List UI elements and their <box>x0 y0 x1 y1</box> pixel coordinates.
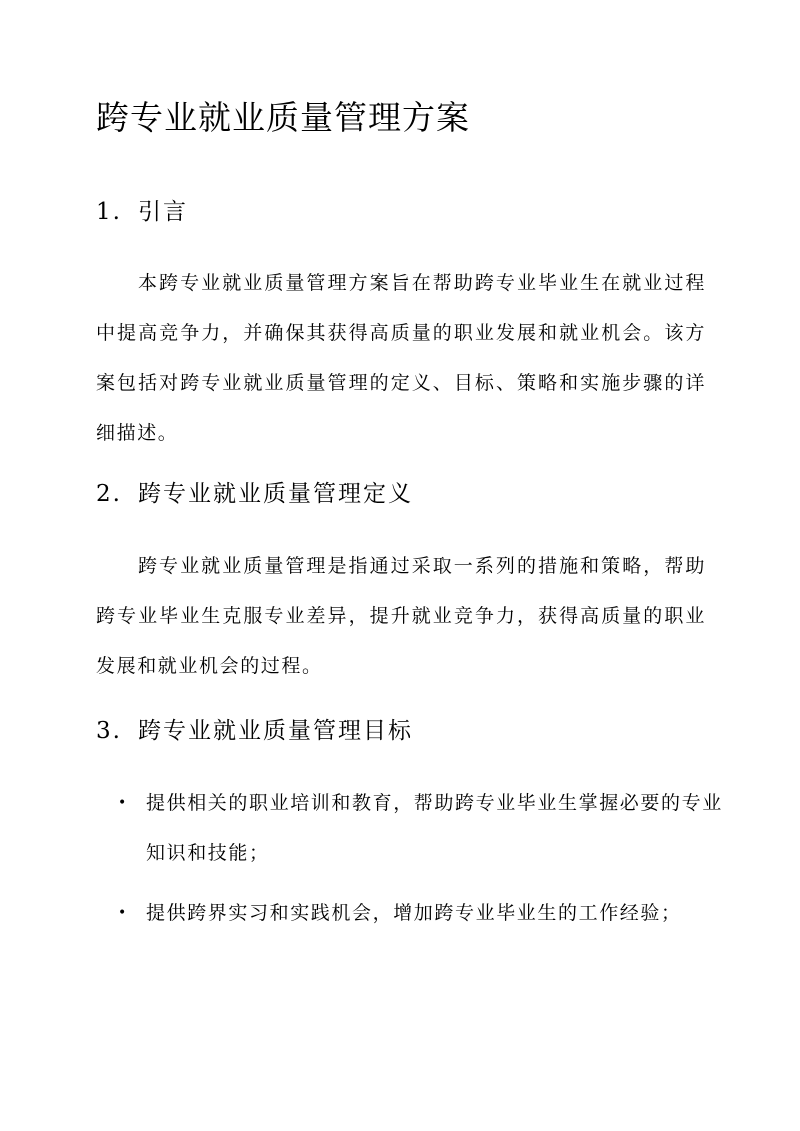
document-title: 跨专业就业质量管理方案 <box>96 98 470 137</box>
section-1-number: 1. <box>96 199 122 225</box>
section-3-heading <box>96 715 413 747</box>
section-3-title: 跨专业就业质量管理目标 <box>138 718 413 744</box>
section-2-heading <box>96 478 413 510</box>
section-3-number: 3. <box>96 718 122 744</box>
bullet-item-1 <box>118 778 726 878</box>
bullet-icon: • <box>118 795 128 811</box>
bullet-item-2 <box>118 888 726 938</box>
bullet-item-1-text: 提供相关的职业培训和教育，帮助跨专业毕业生掌握必要的专业知识和技能； <box>146 792 723 864</box>
section-2-paragraph: 跨专业就业质量管理是指通过采取一系列的措施和策略，帮助跨专业毕业生克服专业差异，提升就业竞争力，获得高质量的职业发展和就业机会的过程。 <box>96 555 706 677</box>
section-1-paragraph: 本跨专业就业质量管理方案旨在帮助跨专业毕业生在就业过程中提高竞争力，并确保其获得高质量的职业发展和就业机会。该方案包括对跨专业就业质量管理的定义、目标、策略和实施步骤的详细描述。 <box>96 272 706 444</box>
section-2-title: 跨专业就业质量管理定义 <box>138 481 413 507</box>
section-2-number: 2. <box>96 481 122 507</box>
bullet-item-2-text: 提供跨界实习和实践机会，增加跨专业毕业生的工作经验； <box>146 902 682 924</box>
section-1-heading <box>96 196 188 228</box>
section-1-title: 引言 <box>138 199 188 225</box>
bullet-icon: • <box>118 905 128 921</box>
